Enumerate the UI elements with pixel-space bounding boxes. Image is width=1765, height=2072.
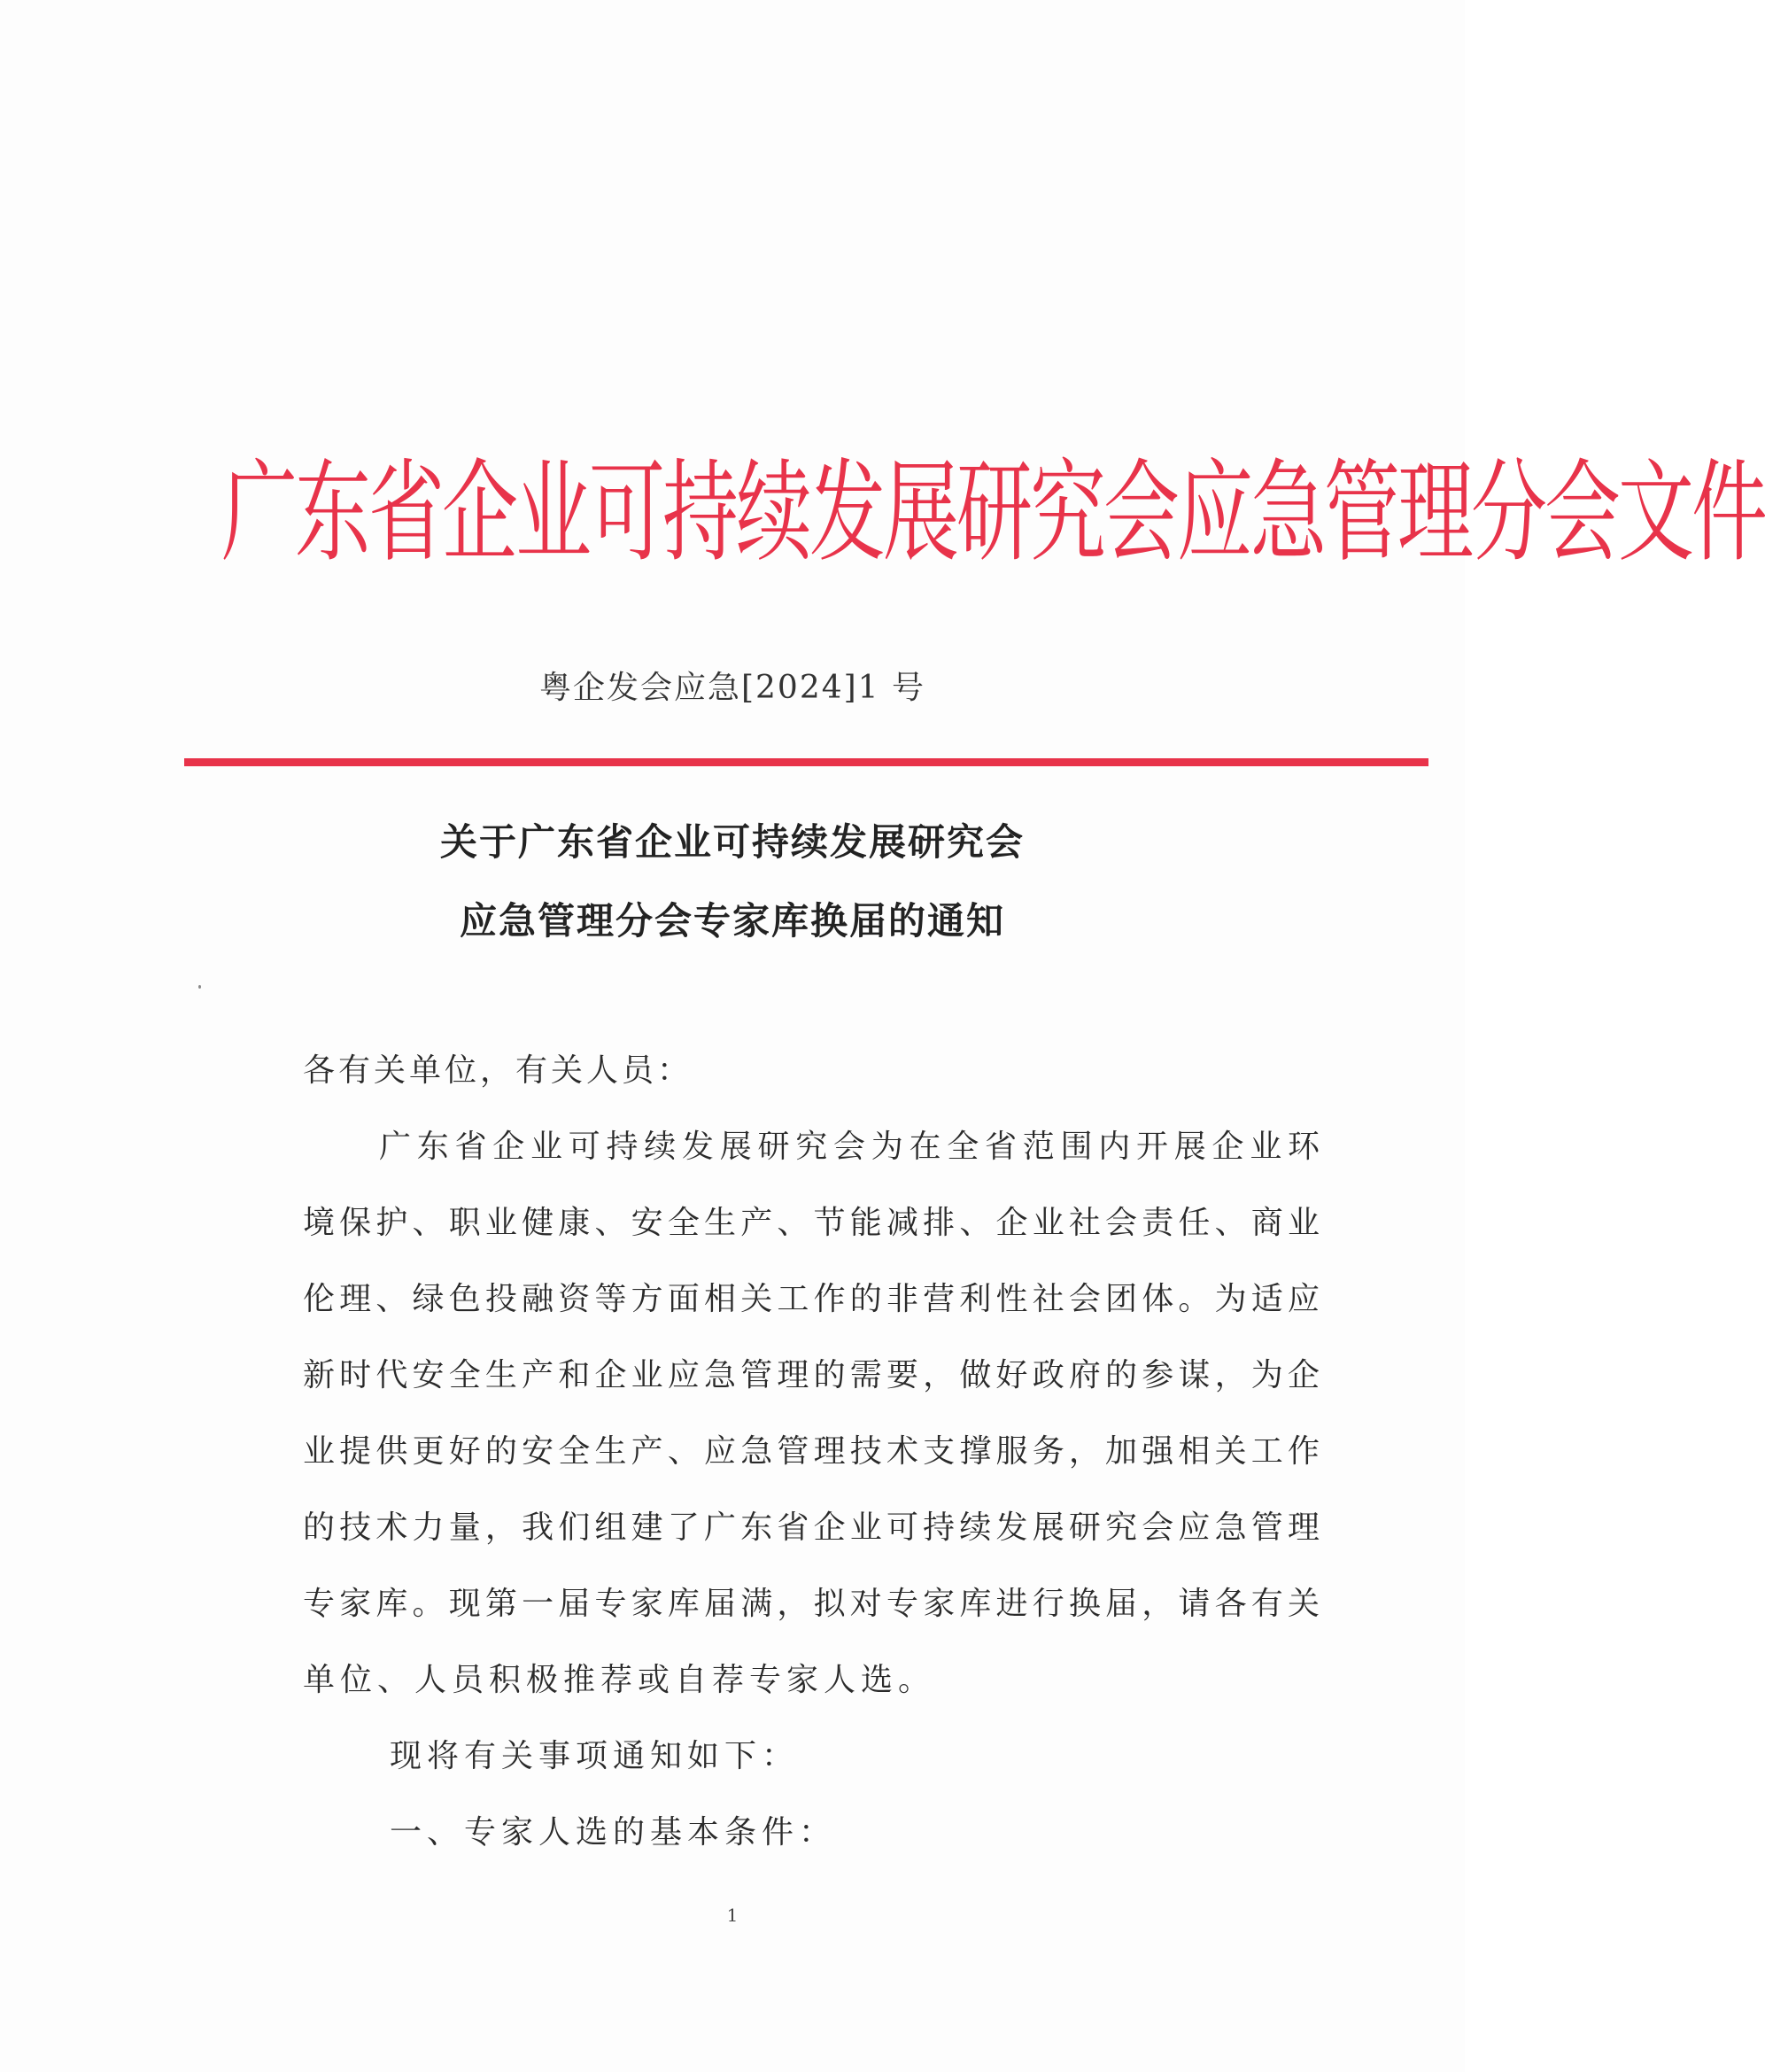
paragraph-line: 境保护、职业健康、安全生产、节能减排、企业社会责任、商业 (303, 1205, 1320, 1241)
notice-title-line-1: 关于广东省企业可持续发展研究会 (439, 820, 1025, 864)
notice-title-line-2: 应急管理分会专家库换届的通知 (459, 899, 1005, 943)
intro-line: 现将有关事项通知如下： (390, 1738, 800, 1774)
page-number: 1 (726, 1905, 739, 1926)
paragraph-line: 伦理、绿色投融资等方面相关工作的非营利性社会团体。为适应 (303, 1281, 1320, 1317)
salutation: 各有关单位，有关人员： (303, 1052, 693, 1089)
org-header-title: 广东省企业可持续发展研究会应急管理分会文件 (221, 449, 1765, 578)
paragraph-line: 的技术力量，我们组建了广东省企业可持续发展研究会应急管理 (303, 1509, 1320, 1546)
header-red-rule (184, 758, 1428, 766)
paragraph-line: 专家库。现第一届专家库届满，拟对专家库进行换届，请各有关 (303, 1586, 1320, 1622)
paragraph-line: 新时代安全生产和企业应急管理的需要，做好政府的参谋，为企 (303, 1357, 1320, 1393)
document-number: 粤企发会应急[2024]1 号 (538, 670, 926, 706)
section-heading: 一、专家人选的基本条件： (390, 1814, 837, 1851)
paragraph-line: 业提供更好的安全生产、应急管理技术支撑服务，加强相关工作 (303, 1433, 1320, 1470)
scan-speck (198, 985, 201, 989)
paragraph-line: 单位、人员积极推荐或自荐专家人选。 (303, 1662, 936, 1698)
paragraph-line: 广东省企业可持续发展研究会为在全省范围内开展企业环 (379, 1129, 1320, 1165)
